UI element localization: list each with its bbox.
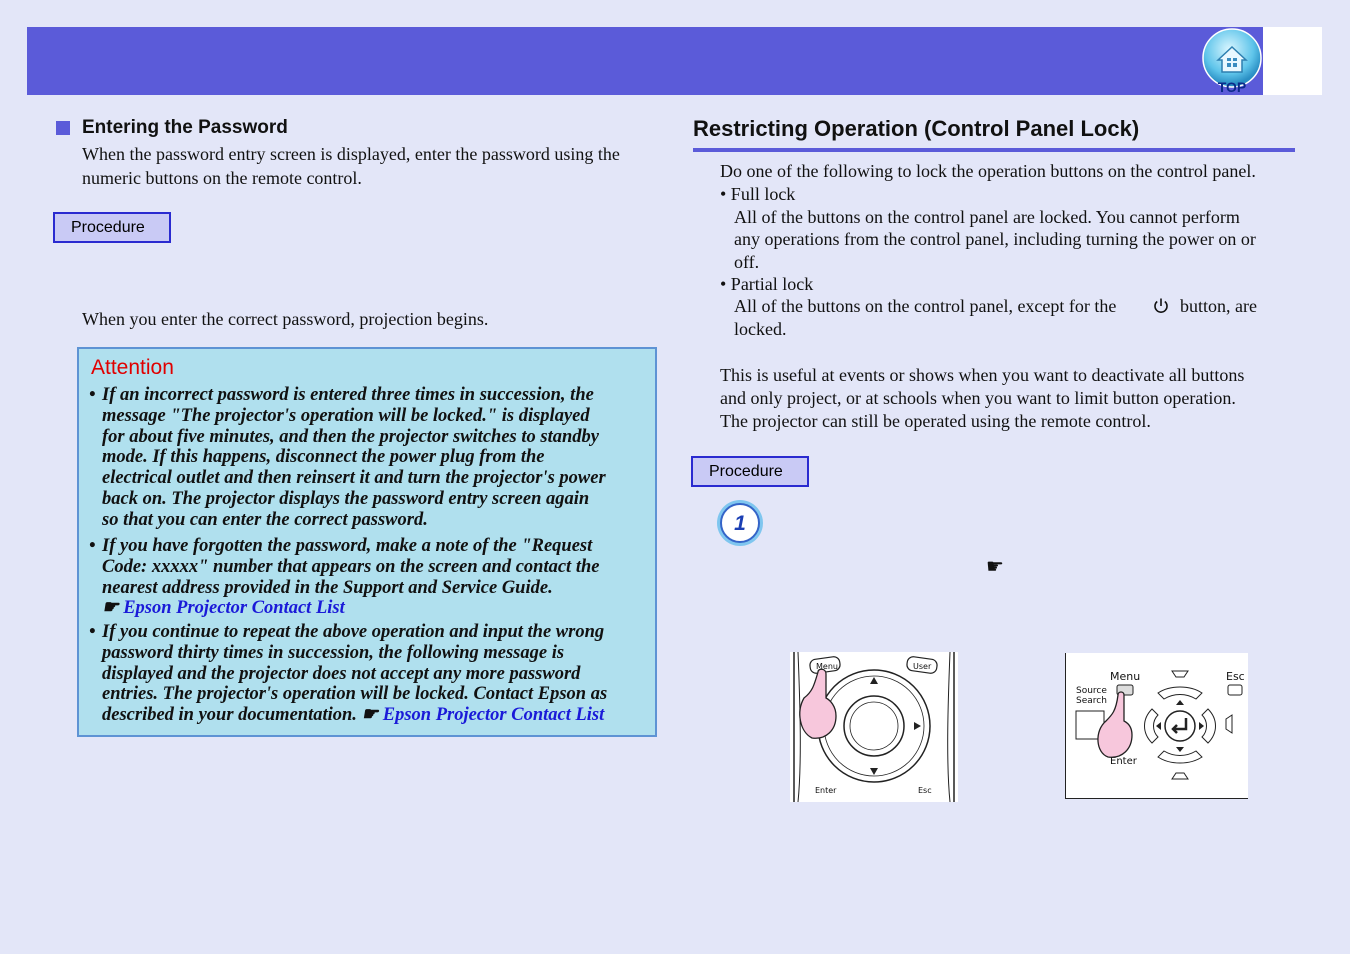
intro-text-line: numeric buttons on the remote control. [82, 168, 362, 188]
attention-line: If you continue to repeat the above operation and input the wrong [102, 622, 605, 642]
attention-line: for about five minutes, and then the projector switches to standby [102, 426, 599, 447]
partial-lock-text: All of the buttons on the control panel, except for the [734, 296, 1117, 316]
home-icon [1200, 28, 1264, 94]
bullet: • [89, 385, 96, 405]
partial-lock-text: locked. [734, 319, 787, 339]
attention-line: electrical outlet and then reinsert it and turn the projector's power [102, 468, 606, 489]
contact-list-link[interactable]: Epson Projector Contact List [123, 598, 345, 619]
attention-box [77, 347, 657, 737]
full-lock-text: any operations from the control panel, including turning the power on or [734, 229, 1256, 249]
pointing-hand-icon: ☛ [986, 556, 1004, 578]
top-button[interactable] [1200, 28, 1264, 94]
header-bar [27, 27, 1263, 95]
useful-text: This is useful at events or shows when you want to deactivate all buttons [720, 365, 1245, 385]
result-text: When you enter the correct password, projection begins. [82, 309, 489, 329]
attention-line: described in your documentation. [102, 705, 357, 726]
full-lock-text: off. [734, 252, 760, 272]
partial-lock-label: • Partial lock [720, 274, 814, 294]
contact-list-link[interactable]: Epson Projector Contact List [382, 705, 605, 726]
bullet: • [89, 622, 96, 642]
attention-line: message "The projector's operation will be locked." is displayed [102, 405, 590, 426]
useful-text: and only project, or at schools when you want to limit button operation. [720, 388, 1236, 408]
partial-lock-text: button, are [1180, 296, 1257, 316]
attention-title: Attention [91, 356, 174, 379]
panel-esc-label: Esc [1226, 670, 1245, 683]
lock-intro: Do one of the following to lock the operation buttons on the control panel. [720, 161, 1256, 181]
attention-line: password thirty times in succession, the following message is [102, 642, 565, 663]
title-underline [693, 148, 1295, 152]
top-button-label: TOP [1217, 79, 1247, 94]
remote-esc-label: Esc [918, 786, 932, 795]
step-number-icon [716, 499, 764, 547]
step-number: 1 [734, 512, 746, 535]
attention-item [89, 622, 645, 726]
remote-control-figure [790, 652, 958, 802]
pointing-hand-icon: ☛ [102, 598, 119, 619]
useful-text: The projector can still be operated using the remote control. [720, 411, 1151, 431]
header-corner [1263, 27, 1322, 95]
section-title: Entering the Password [82, 117, 288, 138]
procedure-label: Procedure [53, 212, 171, 243]
control-panel-figure [1065, 653, 1248, 799]
remote-menu-label: Menu [816, 662, 838, 671]
panel-enter-label: Enter [1110, 756, 1137, 767]
right-section-title: Restricting Operation (Control Panel Lock) [693, 116, 1140, 141]
remote-enter-label: Enter [815, 786, 837, 795]
attention-line: nearest address provided in the Support and Service Guide. [102, 577, 553, 598]
full-lock-text: All of the buttons on the control panel are locked. You cannot perform [734, 207, 1240, 227]
attention-line: back on. The projector displays the password entry screen again [102, 488, 590, 509]
panel-source-label: Source [1076, 686, 1107, 696]
attention-line: Code: xxxxx" number that appears on the screen and contact the [102, 556, 600, 577]
pointing-hand-icon: ☛ [361, 705, 379, 726]
attention-item [89, 385, 645, 531]
full-lock-label: • Full lock [720, 184, 796, 204]
attention-line: If an incorrect password is entered three times in succession, the [102, 385, 594, 405]
attention-line: If you have forgotten the password, make a note of the "Request [102, 536, 593, 556]
attention-item [89, 536, 645, 619]
attention-line: entries. The projector's operation will be locked. Contact Epson as [102, 684, 608, 705]
attention-line: displayed and the projector does not accept any more password [102, 663, 581, 684]
power-icon [1152, 297, 1170, 315]
section-bullet-icon [56, 121, 70, 135]
procedure-label: Procedure [691, 456, 809, 487]
intro-text-line: When the password entry screen is displayed, enter the password using the [82, 144, 620, 164]
panel-menu-label: Menu [1110, 670, 1141, 683]
bullet: • [89, 536, 96, 556]
remote-user-label: User [913, 662, 932, 671]
attention-line: mode. If this happens, disconnect the power plug from the [102, 447, 545, 468]
attention-line: so that you can enter the correct password. [102, 509, 428, 530]
panel-search-label: Search [1076, 696, 1107, 706]
